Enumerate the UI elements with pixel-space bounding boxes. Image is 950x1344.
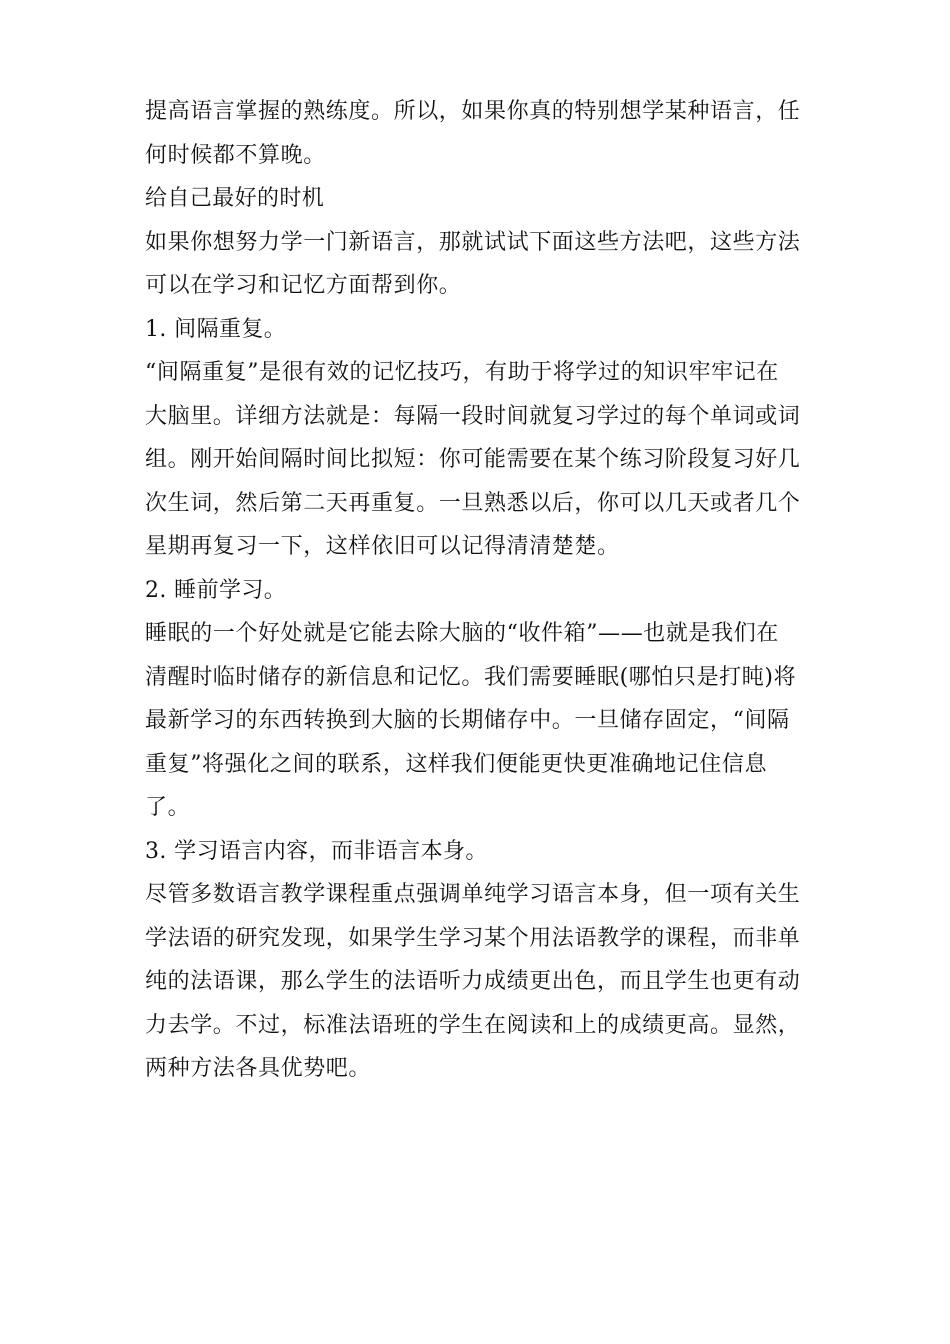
paragraph-line: 了。 — [145, 795, 191, 820]
paragraph-line: 重复”将强化之间的联系，这样我们便能更快更准确地记住信息 — [145, 751, 768, 777]
paragraph-line: 睡眠的一个好处就是它能去除大脑的“收件箱”——也就是我们在 — [145, 621, 779, 646]
paragraph-line: 尽管多数语言教学课程重点强调单纯学习语言本身，但一项有关生 — [145, 882, 801, 907]
paragraph-line: 大脑里。详细方法就是：每隔一段时间就复习学过的每个单词或词 — [145, 403, 801, 429]
paragraph-line: 学法语的研究发现，如果学生学习某个用法语教学的课程，而非单 — [145, 925, 801, 951]
paragraph-line: 次生词，然后第二天再重复。一旦熟悉以后，你可以几天或者几个 — [145, 490, 801, 516]
paragraph-line: 两种方法各具优势吧。 — [145, 1056, 372, 1081]
list-heading-3: 3. 学习语言内容，而非语言本身。 — [145, 838, 488, 864]
paragraph-line: 组。刚开始间隔时间比拟短：你可能需要在某个练习阶段复习好几 — [145, 447, 801, 472]
list-heading-2: 2. 睡前学习。 — [145, 577, 287, 603]
list-heading-1: 1. 间隔重复。 — [145, 316, 287, 342]
paragraph-line: 提高语言掌握的熟练度。所以，如果你真的特别想学某种语言，任 — [145, 99, 801, 124]
paragraph-line: 纯的法语课，那么学生的法语听力成绩更出色，而且学生也更有动 — [145, 969, 801, 994]
paragraph-line: 最新学习的东西转换到大脑的长期储存中。一旦储存固定，“间隔 — [145, 708, 790, 733]
paragraph-line: 清醒时临时储存的新信息和记忆。我们需要睡眠(哪怕只是打盹)将 — [145, 664, 797, 690]
section-heading: 给自己最好的时机 — [145, 186, 325, 211]
paragraph-line: 力去学。不过，标准法语班的学生在阅读和上的成绩更高。显然， — [145, 1012, 801, 1038]
paragraph-line: 如果你想努力学一门新语言，那就试试下面这些方法吧，这些方法 — [145, 229, 801, 255]
paragraph-line: 星期再复习一下，这样依旧可以记得清清楚楚。 — [145, 534, 620, 559]
paragraph-line: “间隔重复”是很有效的记忆技巧，有助于将学过的知识牢牢记在 — [145, 360, 779, 385]
paragraph-line: 何时候都不算晚。 — [145, 142, 326, 168]
paragraph-line: 可以在学习和记忆方面帮到你。 — [145, 273, 462, 298]
document-body — [145, 90, 805, 1091]
